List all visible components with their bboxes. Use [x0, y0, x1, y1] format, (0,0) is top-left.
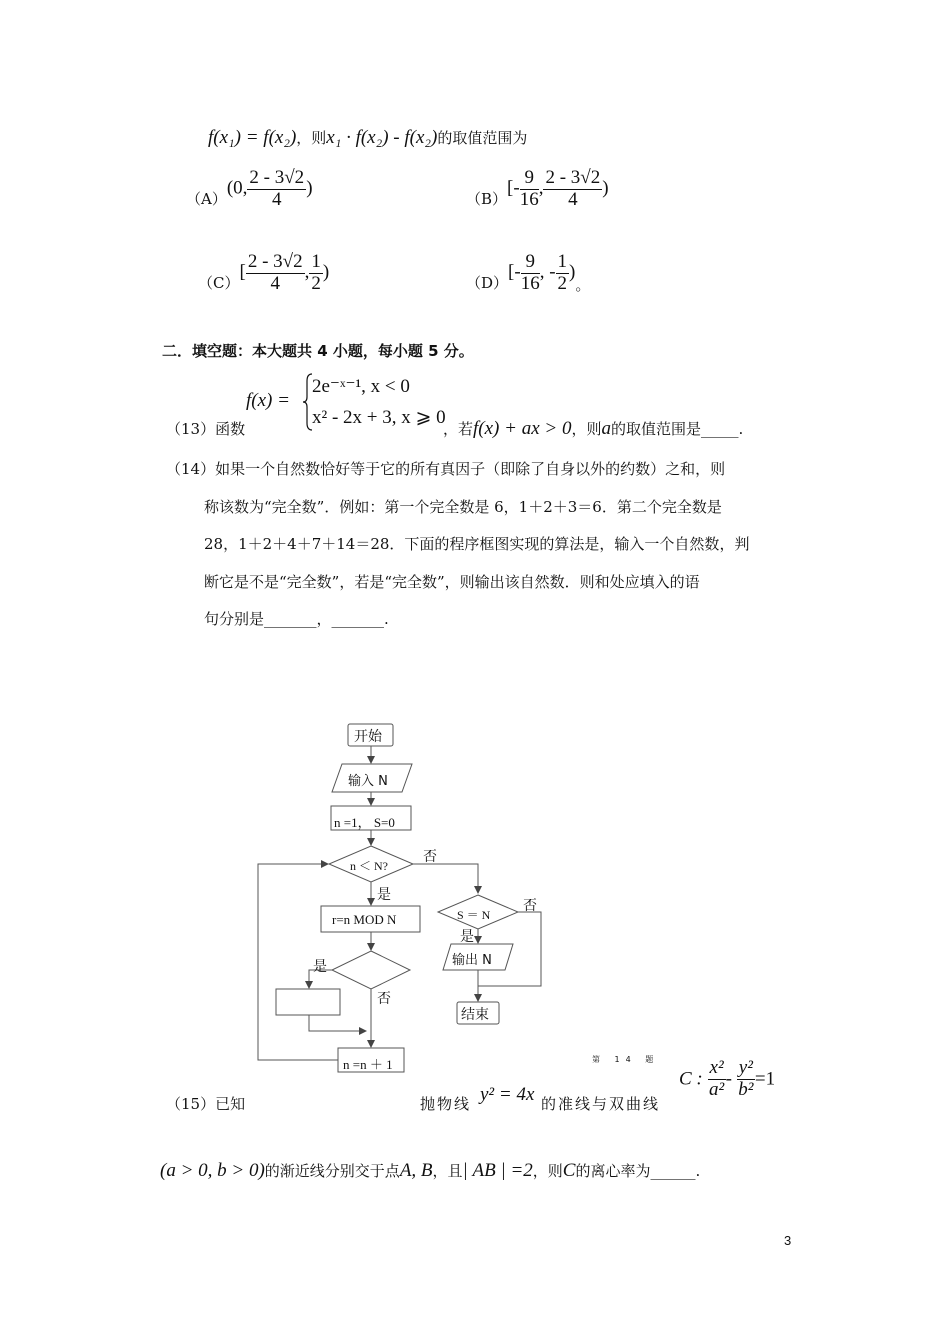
q13-var: a — [601, 418, 611, 439]
flow-yes1-label: 是 — [377, 887, 391, 903]
flow-no1-label: 否 — [423, 849, 437, 865]
q12-condition: f(x₁) = f(x₂) — [208, 127, 297, 148]
q13-case2: x² - 2x + 3, x ⩾ 0 — [312, 407, 446, 428]
option-a-label: （A） — [186, 189, 227, 208]
option-c-num2: 1 — [311, 251, 321, 272]
option-d-right: ) — [569, 261, 576, 283]
option-d-den2: 2 — [557, 272, 568, 294]
option-a-right: ) — [306, 177, 313, 199]
flow-cond3-text: S ＝ N — [457, 908, 491, 922]
option-a-num: 2 - 3√2 — [249, 167, 305, 188]
flow-cond2-diamond — [332, 951, 410, 989]
q13-tail: 的取值范围是_____. — [610, 420, 744, 438]
option-b-num2: 2 - 3√2 — [545, 167, 601, 188]
q15-text3: ，且 — [432, 1162, 463, 1180]
q14-line-3: 28，1＋2＋4＋7＋14＝28．下面的程序框图实现的算法是，输入一个自然数，判 — [204, 535, 750, 553]
flow-start-text: 开始 — [354, 729, 382, 745]
flow-yes3-label: 是 — [460, 929, 474, 945]
q15-label: （15）已知 — [166, 1095, 246, 1113]
option-b-right: ) — [602, 177, 609, 199]
option-d-left: [- — [508, 261, 521, 283]
flow-output-text: 输出 N — [452, 953, 492, 968]
q13-case1: 2e⁻ˣ⁻¹, x < 0 — [312, 376, 410, 397]
q14-line-4: 断它是不是“完全数”，若是“完全数”，则输出该自然数．则和处应填入的语 — [204, 573, 700, 591]
flow-yes2-label: 是 — [313, 959, 327, 975]
flow-mod-text: r=n MOD N — [332, 912, 397, 927]
option-b-den2: 4 — [568, 188, 578, 210]
q15-ab: | AB | =2 — [462, 1160, 533, 1181]
q15-text4: ，则 — [532, 1162, 563, 1180]
flow-no2-label: 否 — [377, 991, 391, 1007]
option-d-num1: 9 — [521, 252, 540, 274]
section-heading: 二．填空题：本大题共 4 小题，每小题 5 分。 — [162, 342, 474, 360]
option-d-mid: , - — [539, 261, 556, 283]
q15-frac-y — [737, 1058, 755, 1101]
option-d-den1: 16 — [520, 272, 540, 294]
option-d-label: （D） — [466, 273, 509, 292]
q15-hx: x² — [709, 1057, 724, 1078]
option-c-den2: 2 — [311, 272, 321, 294]
q15-hy: y² — [738, 1057, 753, 1078]
option-b-left: [- — [507, 177, 520, 199]
q13-inequality: f(x) + ax > 0 — [473, 418, 572, 439]
figure-caption: 第 14 题 — [592, 1055, 660, 1064]
q15-ha: a² — [709, 1078, 725, 1100]
flow-no3-label: 否 — [523, 898, 537, 914]
q14-line-5: 句分别是_______，_______. — [204, 610, 389, 628]
flow-blank-box — [276, 989, 340, 1015]
flow-input-text: 输入 N — [348, 774, 388, 789]
q13-fx: f(x) = — [246, 390, 290, 411]
option-a-den: 4 — [272, 188, 282, 210]
q15-parabola-text: 抛物线 — [420, 1095, 472, 1113]
q15-hb: b² — [738, 1078, 754, 1100]
flow-cond1-text: n ＜ N? — [350, 859, 388, 873]
option-d-num2: 1 — [557, 251, 568, 272]
option-a-left: (0, — [226, 177, 248, 199]
q13-then: ，则 — [571, 420, 602, 438]
q15-points: A, B — [399, 1160, 433, 1181]
q13-if: ，若 — [443, 420, 474, 438]
option-b-label: （B） — [466, 189, 508, 208]
page-number: 3 — [784, 1233, 792, 1248]
option-c-mid: , — [304, 261, 310, 283]
option-c-den1: 4 — [270, 272, 280, 294]
q15-c: C — [562, 1160, 576, 1181]
option-c-label: （C） — [198, 273, 240, 292]
q15-tail: 的离心率为______. — [575, 1162, 701, 1180]
q15-line-2 — [160, 1160, 700, 1182]
q15-minus: - — [725, 1068, 732, 1090]
q14-line-2: 称该数为“完全数”．例如：第一个完全数是 6，1＋2＋3＝6．第二个完全数是 — [204, 498, 722, 516]
option-b-mid: , — [538, 177, 544, 199]
q13-label: （13）函数 — [166, 420, 246, 438]
q15-cond: (a > 0, b > 0) — [160, 1160, 265, 1181]
q15-text2: 的渐近线分别交于点 — [264, 1162, 400, 1180]
option-b-num1: 9 — [520, 168, 539, 190]
option-c-num1: 2 - 3√2 — [247, 251, 303, 272]
q15-frac-x — [708, 1058, 726, 1101]
flow-incr-text: n =n ＋ 1 — [343, 1057, 393, 1072]
q12-expression: x₁ · f(x₂) - f(x₂) — [326, 127, 438, 148]
q15-hyper-c: C : — [679, 1068, 703, 1090]
q12-comma: ，则 — [296, 129, 327, 147]
option-c-left: [ — [239, 261, 246, 283]
flow-end-text: 结束 — [461, 1007, 489, 1023]
flow-init-text: n =1， S=0 — [334, 815, 395, 830]
q15-hyperbola — [679, 1058, 775, 1101]
q15-eq1: =1 — [754, 1068, 776, 1090]
q14-line-1: （14）如果一个自然数恰好等于它的所有真因子（即除了自身以外的约数）之和，则 — [166, 460, 726, 478]
q12-tail: 的取值范围为 — [437, 129, 528, 147]
q15-parabola: y² = 4x — [480, 1084, 535, 1105]
option-b-den1: 16 — [519, 188, 539, 210]
option-c-right: ) — [322, 261, 330, 283]
q15-mid-text: 的准线与双曲线 — [541, 1095, 661, 1113]
option-d-end: 。 — [575, 275, 591, 294]
